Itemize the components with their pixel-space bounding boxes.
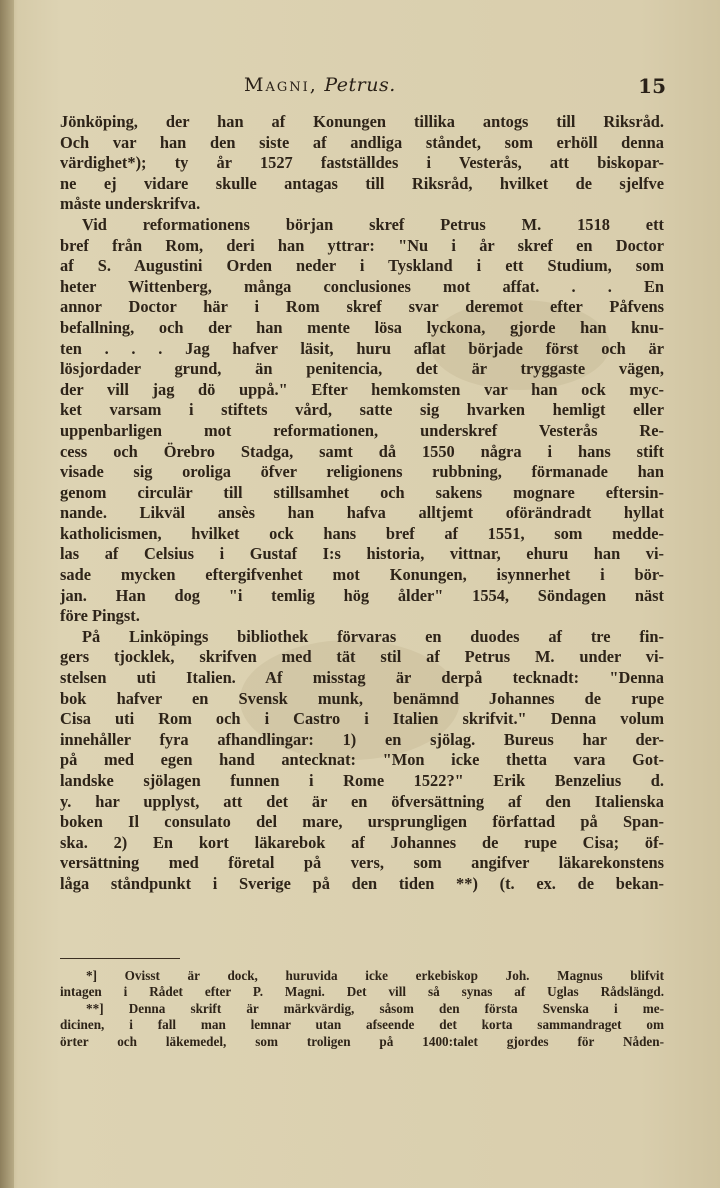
running-header (58, 74, 666, 104)
text-line: bok hafver en Svensk munk, benämnd Johannes de rupe (60, 688, 664, 708)
running-head-title (244, 74, 396, 96)
text-line: uppenbarligen mot reformationen, underskref Vesterås Re- (60, 420, 664, 440)
text-line: af S. Augustini Orden neder i Tyskland i ett Studium, som (60, 256, 664, 276)
footnote-line: dicinen, i fall man lemnar utan afseende det korta sammandraget om (60, 1017, 664, 1033)
footnote-line: *] Ovisst är dock, huruvida icke erkebiskop Joh. Magnus blifvit (86, 968, 664, 983)
text-line: innehåller fyra afhandlingar: 1) en sjölag. Bureus har der- (60, 729, 664, 749)
text-line: På Linköpings bibliothek förvaras en duodes af tre fin- (82, 626, 664, 646)
text-line: Jönköping, der han af Konungen tillika antogs till Riksråd. (60, 112, 664, 131)
text-line: Vid reformationens början skref Petrus M. 1518 ett (82, 214, 664, 234)
text-line: låga ståndpunkt i Sverige på den tiden **) (t. ex. de bekan- (60, 873, 664, 893)
running-head-author: Magni, (244, 74, 318, 96)
text-line: ket varsam i stiftets vård, satte sig hvarken hemligt eller (60, 400, 664, 420)
text-line: landske sjölagen funnen i Rome 1522?" Erik Benzelius d. (60, 771, 664, 790)
text-line: ten . . . Jag hafver läsit, huru aflat började först och är (60, 338, 664, 358)
body-text (60, 112, 664, 895)
text-line: bref från Rom, deri han yttrar: "Nu i år skref en Doctor (60, 235, 664, 255)
text-line: nande. Likväl ansès han hafva alltjemt oförändradt hyllat (60, 503, 664, 523)
text-line: der vill jag dö uppå." Efter hemkomsten var han ock myc- (60, 379, 664, 399)
text-line: jan. Han dog "i temlig hög ålder" 1554, Söndagen näst (60, 585, 664, 605)
text-line: Och var han den siste af andliga ståndet, som erhöll denna (60, 132, 664, 152)
text-line: värdighet*); ty år 1527 fastställdes i Vesterås, att biskopar- (60, 153, 664, 173)
text-line: ska. 2) En kort läkarebok af Johannes de rupe Cisa; öf- (60, 832, 664, 852)
text-line: las af Celsius i Gustaf I:s historia, vittnar, ehuru han vi- (60, 544, 664, 564)
text-line: före Pingst. (60, 606, 140, 626)
text-line: versättning med företal på vers, som angifver läkarekonstens (60, 853, 664, 873)
text-line: stelsen uti Italien. Af misstag är derpå tecknadt: "Denna (60, 668, 664, 688)
footnote-line: **] Denna skrift är märkvärdig, såsom den första Svenska i me- (86, 1000, 664, 1016)
page-number: 15 (638, 74, 666, 98)
footnote-line: örter och läkemedel, som troligen på 1400:talet gjordes för Nåden- (60, 1033, 664, 1049)
text-line: lösjordader grund, än penitencia, det är tryggaste vägen, (60, 359, 664, 379)
text-line: gers tjocklek, skrifven med tät stil af Petrus M. under vi- (60, 647, 664, 667)
text-line: ne ej vidare skulle antagas till Riksråd, hvilket de sjelfve (60, 173, 664, 193)
footnote-rule (60, 958, 180, 959)
text-line: heter Wittenberg, många conclusiones mot affat. . . En (60, 276, 664, 296)
book-spine-shadow (0, 0, 14, 1188)
text-line: Cisa uti Rom och i Castro i Italien skrifvit." Denna volum (60, 709, 664, 729)
text-line: cess och Örebro Stadga, samt då 1550 några i hans stift (60, 441, 664, 461)
text-line: sade mycken eftergifvenhet mot Konungen, isynnerhet i bör- (60, 565, 664, 585)
text-line: måste underskrifva. (60, 194, 201, 214)
text-line: y. har upplyst, att det är en öfversättning af den Italienska (60, 791, 664, 811)
running-head-given-name: Petrus. (324, 74, 396, 96)
text-line: visade sig oroliga öfver religionens rubbning, förmanade han (60, 462, 664, 482)
text-line: på med egen hand antecknat: "Mon icke thetta vara Got- (60, 750, 664, 770)
text-line: annor Doctor här i Rom skref svar deremot efter Påfvens (60, 297, 664, 317)
text-line: katholicismen, hvilket ock hans bref af 1551, som medde- (60, 523, 664, 543)
footnote-line: intagen i Rådet efter P. Magni. Det vill så synas af Uglas Rådslängd. (60, 984, 664, 1000)
text-line: genom circulär till stillsamhet och sakens mognare eftersin- (60, 482, 664, 502)
text-line: befallning, och der han mente lösa lyckona, gjorde han knu- (60, 317, 664, 337)
footnotes (60, 968, 664, 1050)
text-line: boken Il consulato del mare, ursprungligen författad på Span- (60, 812, 664, 832)
